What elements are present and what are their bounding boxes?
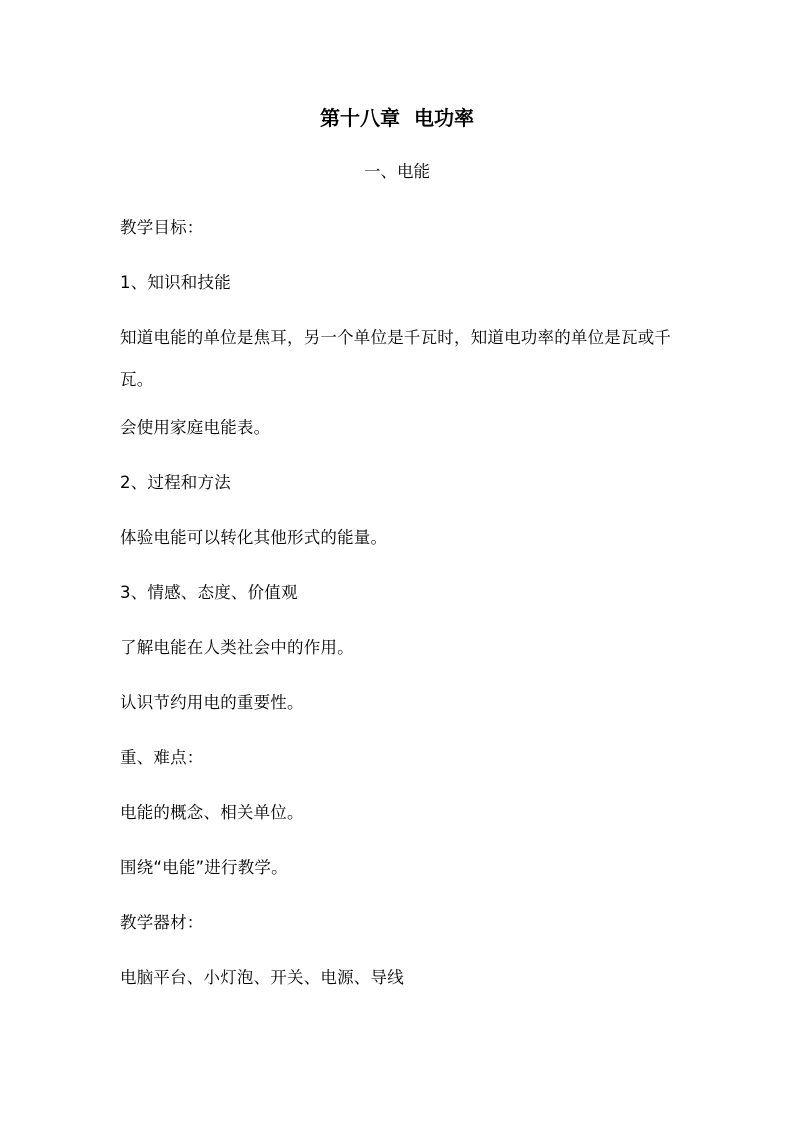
paragraph-concepts-units: 电能的概念、相关单位。 [120,803,304,822]
subheading-process-methods: 2、过程和方法 [120,473,231,492]
heading-key-points: 重、难点： [120,748,204,767]
section-title: 一、电能 [364,162,430,181]
paragraph-energy-conversion: 体验电能可以转化其他形式的能量。 [120,528,388,547]
subheading-knowledge-skills: 1、知识和技能 [120,273,231,292]
paragraph-equipment-list: 电脑平台、小灯泡、开关、电源、导线 [120,968,404,987]
paragraph-meter: 会使用家庭电能表。 [120,418,271,437]
heading-teaching-goals: 教学目标： [120,218,204,237]
subheading-attitudes-values: 3、情感、态度、价值观 [120,583,298,602]
paragraph-role-in-society: 了解电能在人类社会中的作用。 [120,638,354,657]
paragraph-units: 知道电能的单位是焦耳，另一个单位是千瓦时，知道电功率的单位是瓦或千瓦。 [120,328,672,389]
chapter-title: 第十八章 电功率 [320,106,474,130]
paragraph-teaching-focus: 围绕“电能”进行教学。 [120,858,288,877]
document-body [120,214,690,1019]
paragraph-saving-electricity: 认识节约用电的重要性。 [120,693,304,712]
heading-equipment: 教学器材： [120,913,204,932]
